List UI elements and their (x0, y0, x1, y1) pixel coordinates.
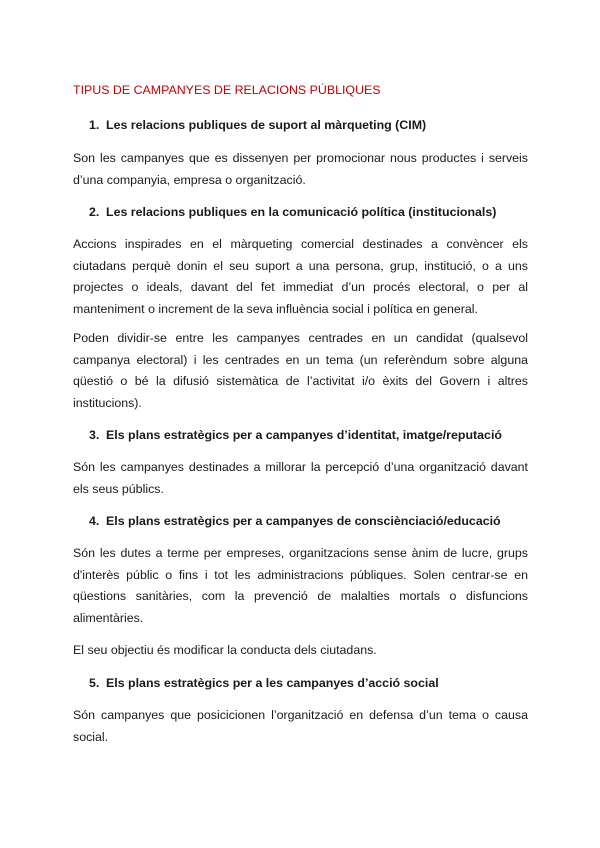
section-number: 2. (89, 205, 100, 219)
section-heading-text: Els plans estratègics per a les campanyes d’acció social (106, 676, 439, 690)
section-2-paragraph-2: Poden dividir-se entre les campanyes centrades en un candidat (qualsevol campanya electoral) i les centrades en un tema (un referèndum sobre alguna qüestió o bé la difusió sistemàtica de l’activitat i/o èxits del Govern i altres institucions). (73, 331, 528, 411)
section-heading-text: Els plans estratègics per a campanyes d’identitat, imatge/reputació (106, 428, 502, 442)
section-number: 4. (89, 514, 100, 528)
section-3-heading (89, 428, 502, 442)
section-4-paragraph-1: Són les dutes a terme per empreses, organitzacions sense ànim de lucre, grups d'interès públic o fins i tot les administracions públiques. Solen centrar-se en qüestions sanitàries, com la prevenció de malalties mortals o disfuncions alimentàries. (73, 546, 528, 626)
section-5-paragraph-1: Són campanyes que posicicionen l’organització en defensa d’un tema o causa social. (73, 708, 528, 744)
section-number: 1. (89, 118, 100, 132)
section-1-paragraph-1: Son les campanyes que es dissenyen per promocionar nous productes i serveis d’una companyia, empresa o organització. (73, 151, 528, 187)
section-3-paragraph-1: Són les campanyes destinades a millorar la percepció d’una organització davant els seus públics. (73, 460, 528, 496)
section-1-heading (89, 118, 426, 132)
section-2-paragraph-1: Accions inspirades en el màrqueting comercial destinades a convèncer els ciutadans perquè donin el seu suport a una persona, grup, institució, o a uns projectes o ideals, davant del fet immediat d’un procés electoral, o per al manteniment o increment de la seva influència social i política en general. (73, 237, 528, 317)
section-heading-text: Els plans estratègics per a campanyes de consciènciació/educació (106, 514, 501, 528)
section-number: 5. (89, 676, 100, 690)
section-heading-text: Les relacions publiques en la comunicació política (institucionals) (106, 205, 497, 219)
document-title: TIPUS DE CAMPANYES DE RELACIONS PÚBLIQUES (73, 83, 381, 97)
section-number: 3. (89, 428, 100, 442)
section-2-heading (89, 205, 496, 219)
section-4-heading (89, 514, 501, 528)
section-heading-text: Les relacions publiques de suport al màrqueting (CIM) (106, 118, 427, 132)
section-5-heading (89, 676, 439, 690)
section-4-paragraph-2: El seu objectiu és modificar la conducta dels ciutadans. (73, 643, 377, 657)
